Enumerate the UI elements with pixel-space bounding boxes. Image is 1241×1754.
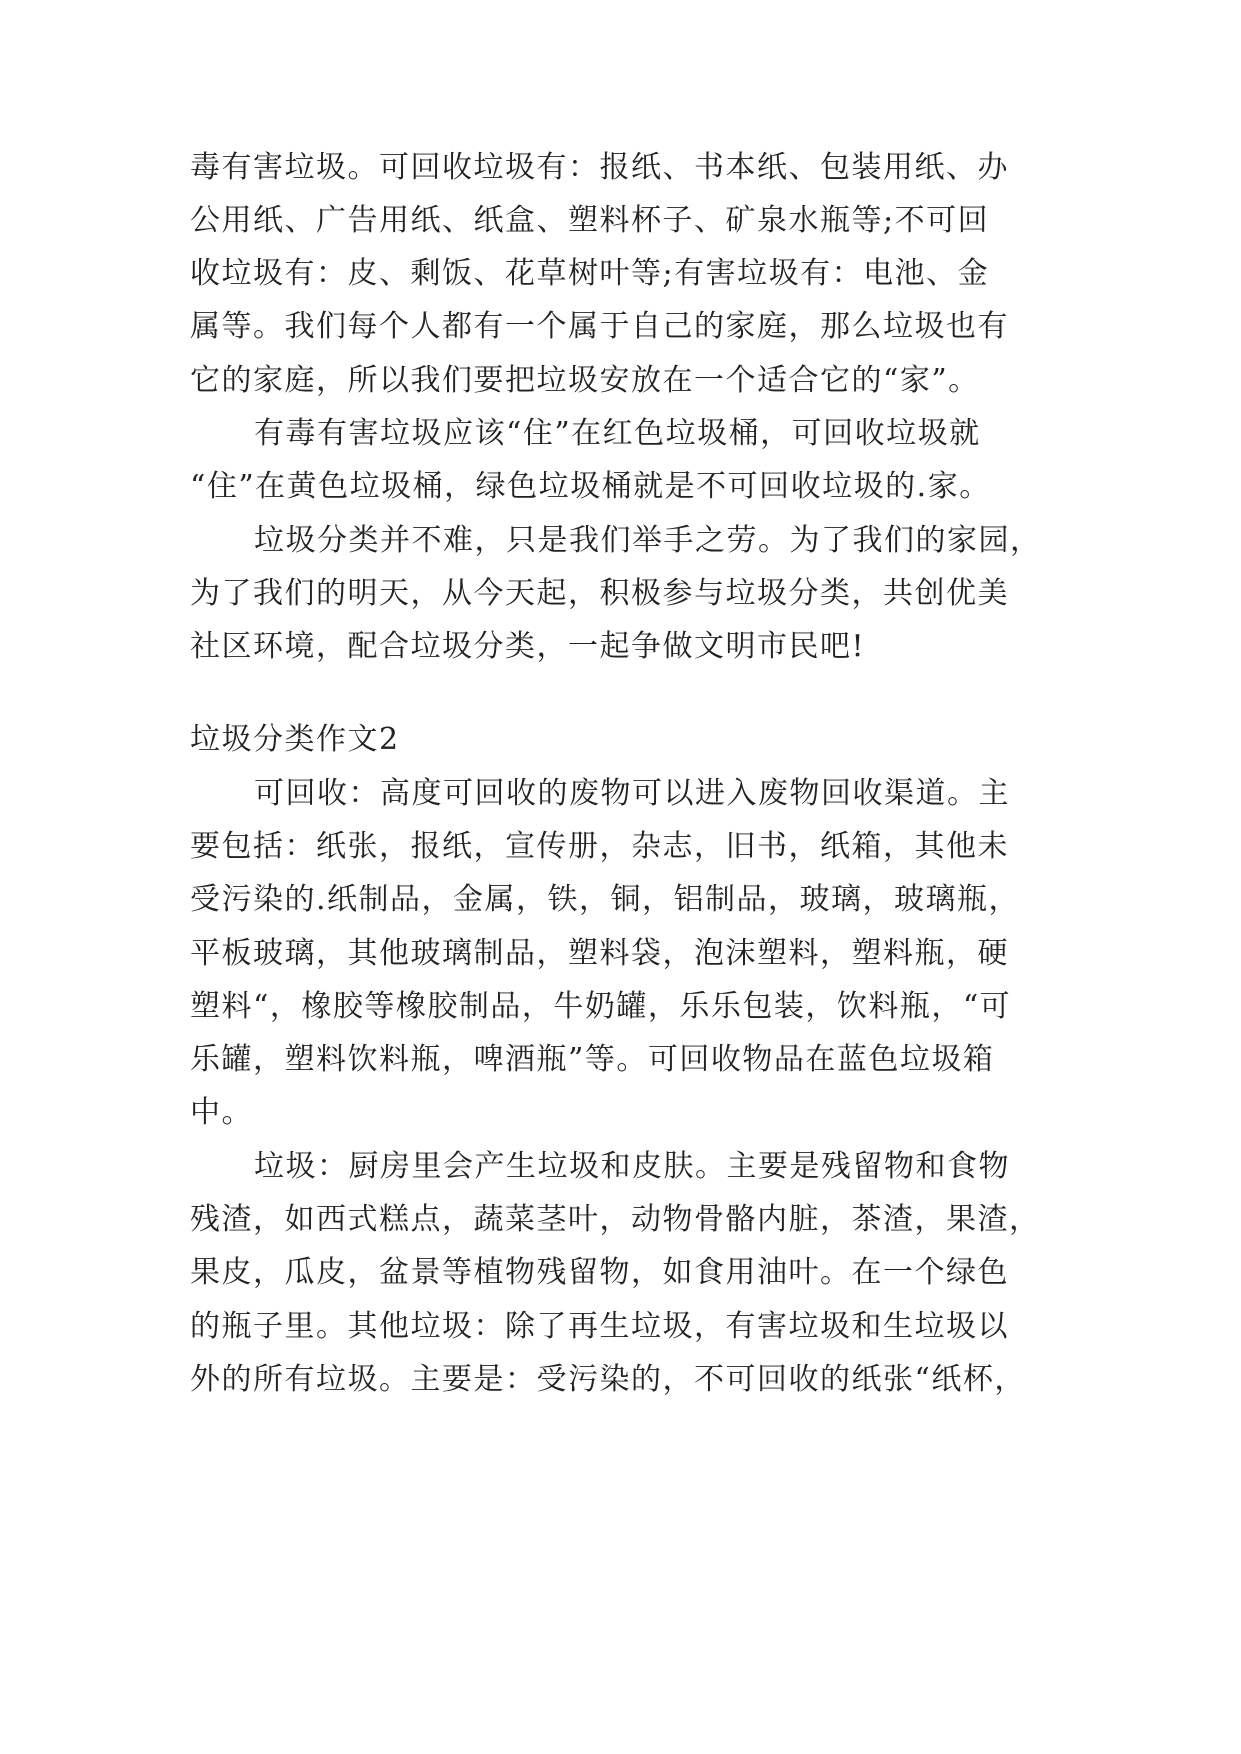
text-line: 的瓶子里。其他垃圾：除了再生垃圾，有害垃圾和生垃圾以 <box>190 1309 1009 1344</box>
text-line: 中。 <box>190 1095 253 1130</box>
paragraph-first-line: 可回收：高度可回收的废物可以进入废物回收渠道。主 <box>254 776 1010 811</box>
text-line: 受污染的.纸制品，金属，铁，铜，铝制品，玻璃，玻璃瓶， <box>190 882 1021 917</box>
text-line: 它的家庭，所以我们要把垃圾安放在一个适合它的“家”。 <box>190 363 980 398</box>
paragraph-first-line: 垃圾分类并不难，只是我们举手之劳。为了我们的家园， <box>254 523 1042 558</box>
text-line: 残渣，如西式糕点，蔬菜茎叶，动物骨骼内脏，茶渣，果渣， <box>190 1202 1041 1237</box>
text-line: 要包括：纸张，报纸，宣传册，杂志，旧书，纸箱，其他未 <box>190 829 1009 864</box>
paragraph-first-line: 垃圾：厨房里会产生垃圾和皮肤。主要是残留物和食物 <box>254 1149 1010 1184</box>
text-line: 为了我们的明天，从今天起，积极参与垃圾分类，共创优美 <box>190 576 1009 611</box>
text-line: 果皮，瓜皮，盆景等植物残留物，如食用油叶。在一个绿色 <box>190 1255 1009 1290</box>
text-line: 属等。我们每个人都有一个属于自己的家庭，那么垃圾也有 <box>190 309 1009 344</box>
text-line: 社区环境，配合垃圾分类，一起争做文明市民吧! <box>190 629 866 664</box>
text-line: 收垃圾有：皮、剩饭、花草树叶等;有害垃圾有：电池、金 <box>190 256 990 291</box>
text-line: 毒有害垃圾。可回收垃圾有：报纸、书本纸、包装用纸、办 <box>190 150 1009 185</box>
text-line: “住”在黄色垃圾桶，绿色垃圾桶就是不可回收垃圾的.家。 <box>190 469 991 504</box>
text-line: 外的所有垃圾。主要是：受污染的，不可回收的纸张“纸杯， <box>190 1362 1026 1397</box>
text-line: 公用纸、广告用纸、纸盒、塑料杯子、矿泉水瓶等;不可回 <box>190 203 990 238</box>
text-line: 乐罐，塑料饮料瓶，啤酒瓶”等。可回收物品在蓝色垃圾箱 <box>190 1042 995 1077</box>
section-heading: 垃圾分类作文2 <box>190 722 400 757</box>
text-line: 平板玻璃，其他玻璃制品，塑料袋，泡沫塑料，塑料瓶，硬 <box>190 936 1009 971</box>
paragraph-first-line: 有毒有害垃圾应该“住”在红色垃圾桶，可回收垃圾就 <box>254 416 981 451</box>
text-line: 塑料“，橡胶等橡胶制品，牛奶罐，乐乐包装，饮料瓶，“可 <box>190 989 1012 1024</box>
